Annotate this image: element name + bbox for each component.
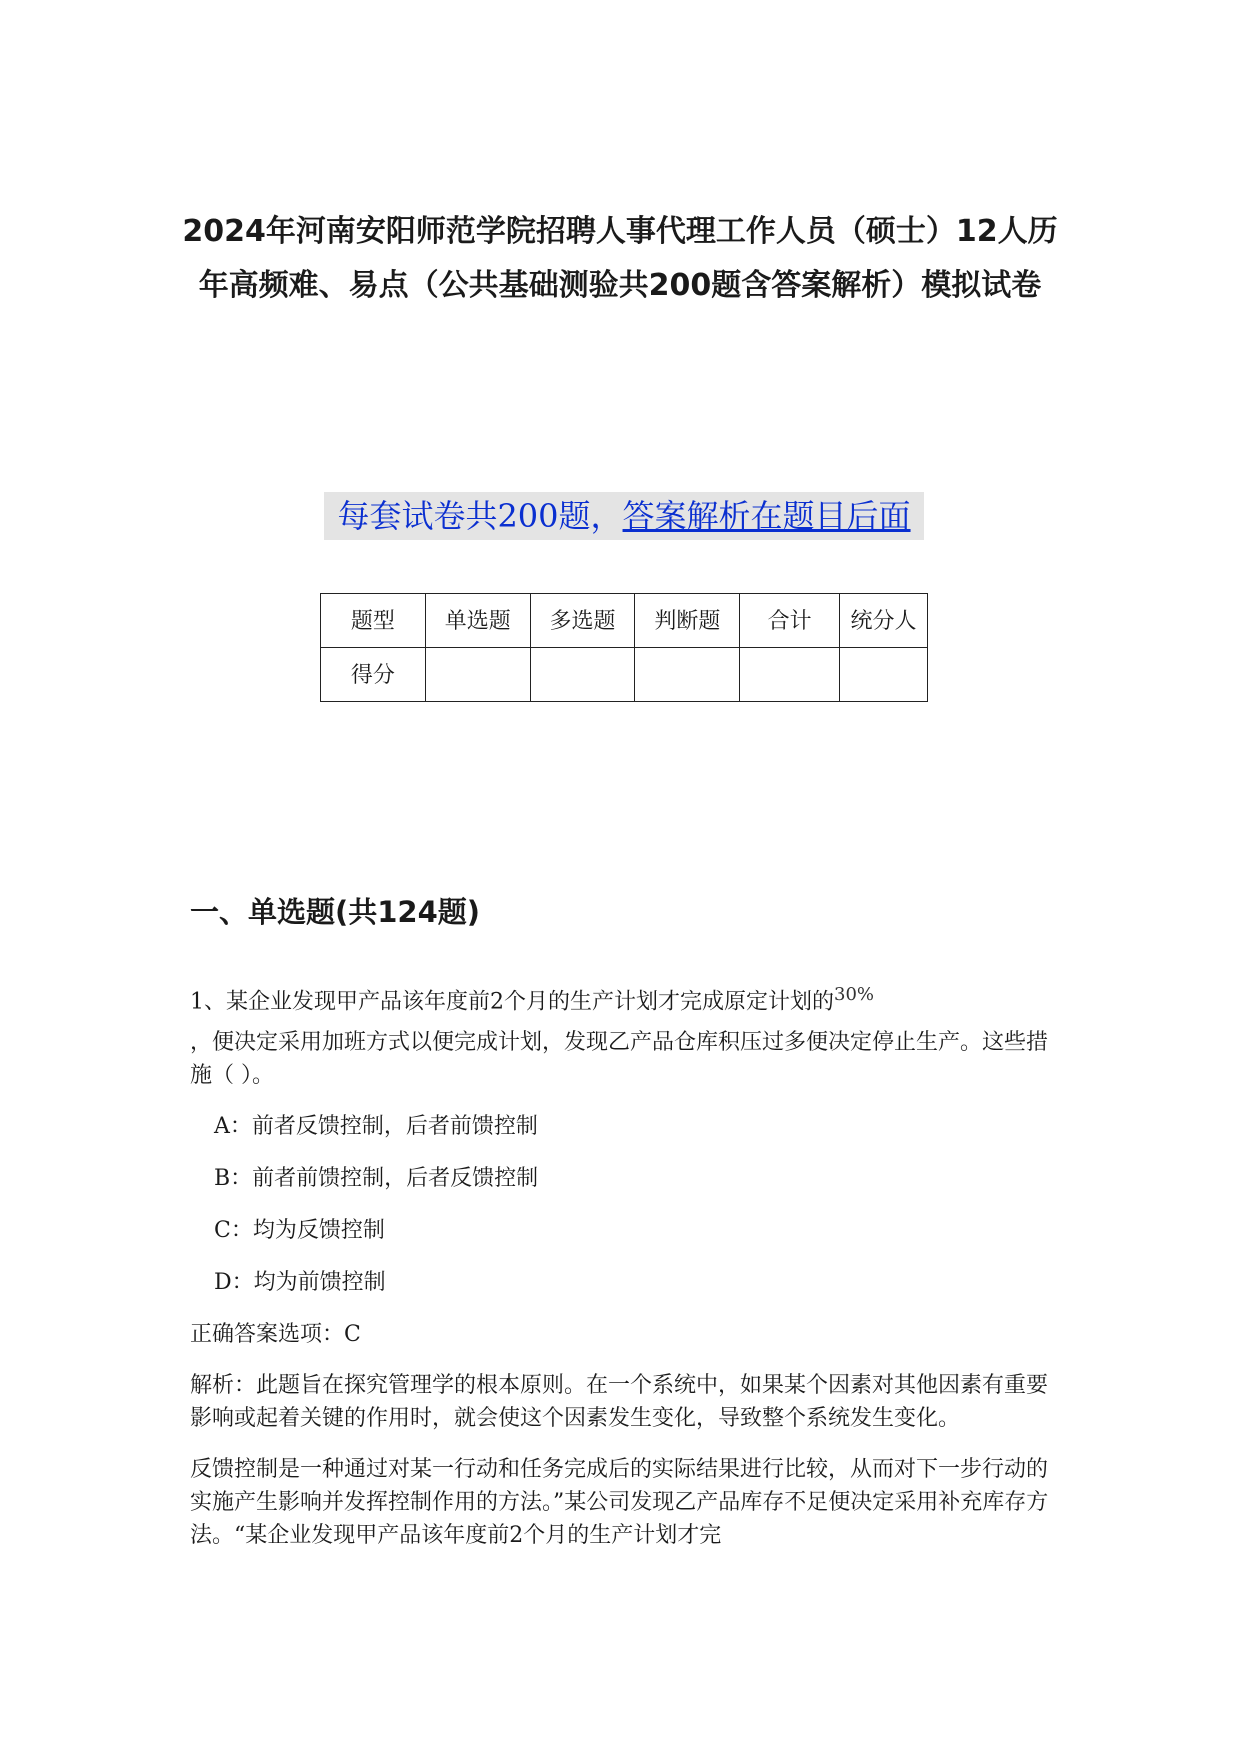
score-cell-single[interactable]: [425, 648, 530, 702]
analysis-paragraph-1: 解析：此题旨在探究管理学的根本原则。在一个系统中，如果某个因素对其他因素有重要影响或起着关键的作用时，就会使这个因素发生变化，导致整个系统发生变化。: [190, 1373, 1049, 1432]
score-cell-total[interactable]: [740, 648, 840, 702]
answer-line: 正确答案选项：C: [190, 1322, 361, 1348]
option-d[interactable]: D：均为前馈控制: [214, 1270, 386, 1296]
question-1: [190, 978, 1050, 1570]
score-cell-scorer[interactable]: [840, 648, 928, 702]
score-table-header-row: [321, 594, 928, 648]
score-row-label: 得分: [321, 648, 426, 702]
analysis-paragraph-2: 反馈控制是一种通过对某一行动和任务完成后的实际结果进行比较，从而对下一步行动的实施产生影响并发挥控制作用的方法。”某公司发现乙产品库存不足便决定采用补充库存方法。“某企业发现甲产品该年度前2个月的生产计划才完: [190, 1457, 1049, 1549]
header-cell-judge: 判断题: [635, 594, 740, 648]
header-cell-single: 单选题: [425, 594, 530, 648]
header-cell-total: 合计: [740, 594, 840, 648]
question-stem-first: [190, 978, 1050, 1018]
banner-text: 每套试卷共200题，: [337, 497, 623, 535]
header-cell-type: 题型: [321, 594, 426, 648]
banner: [324, 492, 924, 540]
option-b[interactable]: B：前者前馈控制，后者反馈控制: [214, 1166, 539, 1192]
score-table: [320, 593, 928, 702]
header-cell-scorer: 统分人: [840, 594, 928, 648]
option-list: [214, 1110, 1050, 1299]
option-c[interactable]: C：均为反馈控制: [214, 1218, 385, 1244]
question-percent: 30%: [834, 984, 875, 1005]
header-cell-multi: 多选题: [530, 594, 635, 648]
section-heading: 一、单选题(共124题): [190, 895, 481, 929]
question-stem-rest: ，便决定采用加班方式以便完成计划，发现乙产品仓库积压过多便决定停止生产。这些措施（ ）。: [190, 1030, 1049, 1089]
question-stem-text: 1、某企业发现甲产品该年度前2个月的生产计划才完成原定计划的: [190, 989, 834, 1015]
page-title: 2024年河南安阳师范学院招聘人事代理工作人员（硕士）12人历年高频难、易点（公共基础测验共200题含答案解析）模拟试卷: [182, 214, 1058, 303]
score-cell-judge[interactable]: [635, 648, 740, 702]
score-table-score-row: [321, 648, 928, 702]
score-cell-multi[interactable]: [530, 648, 635, 702]
banner-link[interactable]: 答案解析在题目后面: [622, 497, 911, 535]
option-a[interactable]: A：前者反馈控制，后者前馈控制: [214, 1114, 538, 1140]
